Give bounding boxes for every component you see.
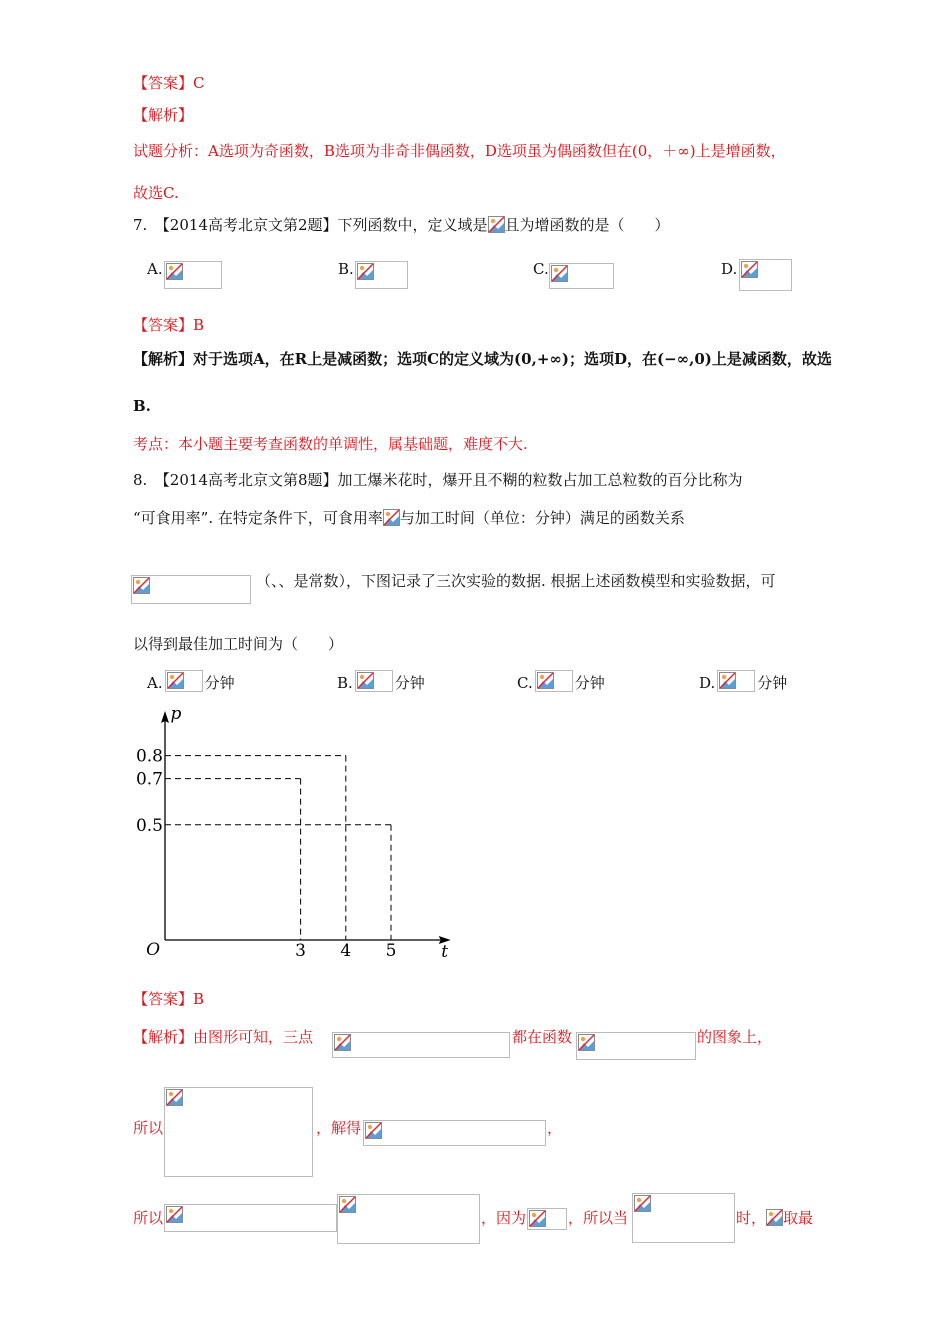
q7-option-a: A.: [147, 260, 163, 278]
broken-image-icon: [365, 1122, 382, 1139]
q8-solve: ，解得: [316, 1119, 362, 1137]
q8-option-b: B. 分钟: [337, 670, 425, 693]
q8-so-1: 所以: [133, 1119, 164, 1137]
q6-analysis-line2: 故选C.: [133, 184, 179, 202]
q8-analysis-c: 的图象上，: [697, 1028, 773, 1046]
q8-formula-image: [131, 575, 251, 604]
q6-analysis-tag: 【解析】: [133, 106, 194, 124]
q8-option-c: C. 分钟: [517, 670, 605, 693]
broken-image-icon: [334, 1034, 351, 1051]
y-tick-label-0: 0.8: [135, 746, 163, 767]
broken-image-icon: [166, 1206, 183, 1223]
broken-image-icon: [167, 672, 184, 689]
q7-option-a-image: [164, 261, 222, 289]
q7-stem: 7. 【2014高考北京文第2题】下列函数中，定义域是 且为增函数的是（ ）: [133, 216, 670, 234]
q7-option-c: C.: [533, 260, 549, 278]
y-tick-label-1: 0.7: [135, 769, 163, 790]
q7-answer-line: 【答案】B: [133, 316, 205, 334]
x-axis-title: t: [441, 942, 449, 962]
q8-stem-line3: （、、是常数），下图记录了三次实验的数据. 根据上述函数模型和实验数据，可: [256, 572, 776, 590]
q8-solution-image: [363, 1120, 546, 1146]
y-tick-label-2: 0.5: [135, 815, 163, 836]
chart-guides: [165, 756, 391, 940]
q8-t-image: [632, 1193, 735, 1243]
q8-time: 时， 取最: [736, 1209, 814, 1227]
broken-image-icon: [339, 1196, 356, 1213]
q8-cond-image: [527, 1208, 567, 1230]
q7-note: 考点：本小题主要考查函数的单调性，属基础题，难度不大.: [133, 435, 528, 453]
q7-option-d: D.: [721, 260, 738, 278]
q8-analysis-b: 都在函数: [512, 1028, 573, 1046]
q8-func-image: [576, 1032, 696, 1060]
broken-image-icon: [357, 263, 374, 280]
q8-comma: ，: [547, 1119, 563, 1137]
y-axis-title: p: [170, 704, 182, 725]
q8-when: ，所以当: [568, 1209, 629, 1227]
q8-analysis-line1: 【解析】由图形可知，三点: [133, 1028, 314, 1046]
chart-axes: [161, 711, 451, 944]
q7-option-b: B.: [338, 260, 354, 278]
q7-option-d-image: [739, 259, 792, 291]
broken-image-icon: [719, 672, 736, 689]
broken-image-icon: [741, 261, 758, 278]
broken-image-icon: [634, 1195, 651, 1212]
q8-expr-image-2: [337, 1194, 480, 1244]
broken-image-icon: [766, 1209, 783, 1226]
q8-stem-line4: 以得到最佳加工时间为（ ）: [133, 635, 344, 653]
q8-option-a: A. 分钟: [147, 670, 235, 693]
q6-analysis-line1: 试题分析：A选项为奇函数，B选项为非奇非偶函数，D选项虽为偶函数但在(0，＋∞)上是增函数，: [133, 142, 786, 160]
q8-chart: [125, 700, 465, 970]
q8-expr-image-1: [164, 1204, 337, 1232]
q7-option-c-image: [549, 263, 614, 289]
q8-so-2: 所以: [133, 1209, 164, 1227]
chart-labels: [136, 704, 448, 962]
broken-image-icon: [166, 263, 183, 280]
q8-stem-line1: 8. 【2014高考北京文第8题】加工爆米花时，爆开且不糊的粒数占加工总粒数的百分比称为: [133, 471, 743, 489]
answer-value: C: [193, 74, 205, 92]
q8-because: ，因为: [481, 1209, 527, 1227]
q7-analysis-line2: B.: [133, 397, 151, 415]
broken-image-icon: [383, 509, 400, 526]
q7-option-b-image: [355, 261, 408, 289]
q7-analysis-line1: 【解析】对于选项A，在R上是减函数；选项C的定义域为(0,+∞)；选项D，在(−∞,0)上是减函数，故选: [133, 350, 832, 368]
broken-image-icon: [133, 577, 150, 594]
broken-image-icon: [529, 1210, 546, 1227]
q6-answer-line: [133, 73, 205, 93]
q8-system-image: [164, 1087, 313, 1177]
broken-image-icon: [357, 672, 374, 689]
q8-stem-line2: “可食用率”. 在特定条件下，可食用率 与加工时间（单位：分钟）满足的函数关系: [133, 509, 685, 527]
broken-image-icon: [578, 1034, 595, 1051]
origin-label: O: [146, 940, 160, 960]
q8-answer-line: 【答案】B: [133, 990, 205, 1008]
answer-tag: 【答案】: [133, 74, 194, 92]
q8-option-d: D. 分钟: [699, 670, 787, 693]
broken-image-icon: [166, 1089, 183, 1106]
x-tick-label-0: 3: [295, 941, 307, 961]
broken-image-icon: [551, 265, 568, 282]
broken-image-icon: [537, 672, 554, 689]
broken-image-icon: [488, 216, 505, 233]
x-tick-label-2: 5: [385, 941, 397, 961]
q8-points-image: [332, 1032, 510, 1058]
x-tick-label-1: 4: [340, 941, 352, 961]
